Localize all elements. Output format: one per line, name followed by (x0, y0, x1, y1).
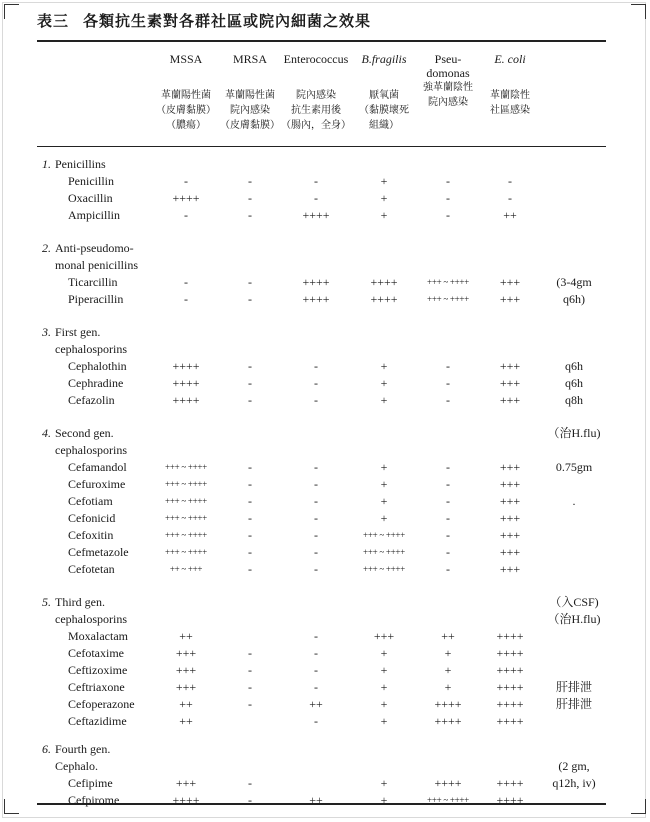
cell-entero: ++ (309, 697, 323, 711)
cell-mssa: +++ (175, 663, 197, 677)
group-label (42, 594, 105, 610)
cell-mrsa: - (248, 393, 252, 407)
cell-pseudo: + (444, 646, 452, 660)
group-title: Penicillins (55, 157, 106, 171)
dosage-note: 0.75gm (555, 460, 593, 474)
cell-entero: - (314, 511, 318, 525)
group-label (42, 425, 114, 441)
cell-mssa: ++ (179, 714, 193, 728)
cell-bfrag: + (380, 793, 388, 807)
group-subtitle-row (0, 611, 650, 627)
cell-pseudo: - (446, 191, 450, 205)
drug-name: Ceftriaxone (68, 680, 125, 694)
cell-bfrag: + (380, 191, 388, 205)
cell-bfrag: + (380, 208, 388, 222)
cell-mrsa: - (248, 646, 252, 660)
group-label: cephalosporins (55, 443, 127, 457)
cell-mrsa: - (248, 460, 252, 474)
cell-entero: - (314, 562, 318, 576)
drug-row (0, 392, 650, 408)
dosage-note: q12h, iv) (552, 776, 596, 790)
group-row (0, 324, 650, 340)
cell-entero: - (314, 191, 318, 205)
drug-row (0, 544, 650, 560)
drug-name: Moxalactam (68, 629, 128, 643)
column-desc-ecoli (470, 88, 550, 118)
cell-mssa: ++++ (172, 191, 200, 205)
cell-pseudo: ++++ (434, 697, 462, 711)
drug-name: Cefazolin (68, 393, 115, 407)
cell-mssa: - (184, 275, 188, 289)
drug-name: Cephradine (68, 376, 124, 390)
cell-mrsa: - (248, 528, 252, 542)
group-number: 3. (42, 325, 51, 339)
dosage-note: 肝排泄 (555, 697, 592, 711)
column-desc-line: （膿瘍） (166, 120, 206, 131)
cell-bfrag: + (380, 494, 388, 508)
cell-mssa: ++ ~ +++ (169, 564, 203, 574)
cell-mrsa: - (248, 359, 252, 373)
cell-mssa: +++ (175, 776, 197, 790)
drug-name: Cefpirome (68, 793, 120, 807)
cell-mrsa: - (248, 477, 252, 491)
cell-pseudo: - (446, 359, 450, 373)
cell-ecoli: ++++ (496, 629, 524, 643)
drug-row (0, 291, 650, 307)
cell-pseudo: - (446, 208, 450, 222)
drug-row (0, 645, 650, 661)
column-desc-line: 革蘭陽性菌 (225, 90, 275, 101)
drug-row (0, 510, 650, 526)
cell-mrsa: - (248, 275, 252, 289)
cell-pseudo: - (446, 494, 450, 508)
cell-bfrag: + (380, 376, 388, 390)
cell-ecoli: +++ (499, 494, 521, 508)
cell-entero: - (314, 646, 318, 660)
dosage-note: （治H.flu) (547, 426, 601, 440)
cell-bfrag: +++ ~ ++++ (363, 547, 405, 557)
cell-mrsa: - (248, 376, 252, 390)
drug-row (0, 527, 650, 543)
cell-ecoli: +++ (499, 477, 521, 491)
drug-name: Cefotaxime (68, 646, 124, 660)
drug-row (0, 662, 650, 678)
drug-row (0, 696, 650, 712)
cell-bfrag: + (380, 174, 388, 188)
cell-bfrag: + (380, 680, 388, 694)
drug-name: Cefotetan (68, 562, 115, 576)
cell-bfrag: + (380, 776, 388, 790)
cell-mrsa: - (248, 208, 252, 222)
cell-mrsa: - (248, 697, 252, 711)
cell-ecoli: +++ (499, 511, 521, 525)
cell-ecoli: ++++ (496, 776, 524, 790)
cell-pseudo: +++ ~ ++++ (427, 294, 469, 304)
drug-row (0, 561, 650, 577)
group-label (42, 324, 100, 340)
cell-mssa: ++++ (172, 393, 200, 407)
cell-mssa: +++ ~ ++++ (165, 462, 207, 472)
group-row (0, 156, 650, 172)
cell-ecoli: +++ (499, 528, 521, 542)
table-number: 表三 (37, 12, 70, 30)
group-row (0, 425, 650, 441)
drug-name: Cefonicid (68, 511, 116, 525)
table-caption: 各類抗生素對各群社區或院內細菌之效果 (83, 12, 372, 30)
group-label (42, 156, 106, 172)
drug-row (0, 274, 650, 290)
cell-entero: - (314, 477, 318, 491)
cell-mssa: - (184, 292, 188, 306)
cell-mrsa: - (248, 191, 252, 205)
cell-mssa: +++ ~ ++++ (165, 496, 207, 506)
cell-entero: - (314, 680, 318, 694)
cell-mrsa: - (248, 680, 252, 694)
cell-entero: - (314, 629, 318, 643)
column-desc-line: （皮膚黏膜） (156, 105, 216, 116)
column-desc-line: 院內感染 (296, 90, 336, 101)
cell-ecoli: ++++ (496, 714, 524, 728)
cell-ecoli: ++++ (496, 793, 524, 807)
group-subtitle-row (0, 257, 650, 273)
column-name-cont: domonas (426, 66, 470, 80)
column-desc-line: 院內感染 (428, 97, 468, 108)
cell-mrsa: - (248, 663, 252, 677)
drug-row (0, 375, 650, 391)
drug-name: Cephalothin (68, 359, 127, 373)
group-title: Anti-pseudomo- (55, 241, 134, 255)
dosage-note: q8h (565, 393, 583, 407)
group-label (42, 240, 134, 256)
cell-mrsa: - (248, 545, 252, 559)
drug-row (0, 358, 650, 374)
dosage-note: (2 gm, (558, 759, 590, 773)
dosage-note: q6h (565, 376, 583, 390)
cell-entero: - (314, 174, 318, 188)
cell-bfrag: ++++ (370, 292, 398, 306)
drug-name: Ampicillin (68, 208, 120, 222)
cell-pseudo: - (446, 376, 450, 390)
group-subtitle-row (0, 758, 650, 774)
column-desc-line: 厭氧菌 (369, 90, 399, 101)
column-desc-line: 抗生素用後 (291, 105, 341, 116)
cell-ecoli: ++++ (496, 663, 524, 677)
cell-mssa: +++ ~ ++++ (165, 513, 207, 523)
drug-row (0, 775, 650, 791)
column-name: E. coli (494, 52, 526, 66)
cell-ecoli: +++ (499, 562, 521, 576)
group-number: 2. (42, 241, 51, 255)
group-row (0, 741, 650, 757)
column-name: B.fragilis (361, 52, 407, 66)
cell-entero: - (314, 393, 318, 407)
group-number: 6. (42, 742, 51, 756)
drug-row (0, 792, 650, 808)
drug-row (0, 679, 650, 695)
cell-entero: - (314, 714, 318, 728)
column-desc-line: （腸內，全身） (281, 120, 351, 131)
cell-pseudo: +++ ~ ++++ (427, 277, 469, 287)
cell-mrsa: - (248, 494, 252, 508)
cell-entero: - (314, 528, 318, 542)
dosage-note: （入CSF) (549, 595, 599, 609)
group-subtitle-row (0, 442, 650, 458)
group-number: 4. (42, 426, 51, 440)
cell-ecoli: +++ (499, 275, 521, 289)
cell-mssa: +++ (175, 646, 197, 660)
crop-mark-top-right (631, 4, 646, 19)
drug-name: Cefoperazone (68, 697, 135, 711)
group-label: cephalosporins (55, 342, 127, 356)
column-desc-line: （皮膚黏膜） (220, 120, 280, 131)
column-name: MRSA (232, 52, 267, 66)
cell-entero: ++++ (302, 208, 330, 222)
drug-row (0, 459, 650, 475)
cell-pseudo: + (444, 663, 452, 677)
drug-row (0, 207, 650, 223)
dosage-note: q6h) (563, 292, 585, 306)
group-label: monal penicillins (55, 258, 138, 272)
cell-ecoli: +++ (499, 545, 521, 559)
cell-bfrag: + (380, 359, 388, 373)
group-label: cephalosporins (55, 612, 127, 626)
column-name: MSSA (169, 52, 203, 66)
cell-mrsa: - (248, 562, 252, 576)
cell-mrsa: - (248, 174, 252, 188)
cell-entero: - (314, 545, 318, 559)
dosage-note: 肝排泄 (555, 680, 592, 694)
cell-pseudo: - (446, 545, 450, 559)
column-name: Enterococcus (283, 52, 349, 66)
cell-entero: ++++ (302, 275, 330, 289)
cell-entero: - (314, 359, 318, 373)
cell-pseudo: - (446, 511, 450, 525)
cell-ecoli: - (508, 191, 512, 205)
cell-pseudo: ++++ (434, 776, 462, 790)
column-header-ecoli (470, 52, 550, 66)
cell-mssa: ++++ (172, 376, 200, 390)
cell-ecoli: +++ (499, 359, 521, 373)
header-rule (37, 146, 606, 147)
column-desc-line: 社區感染 (490, 105, 530, 116)
crop-mark-top-left (4, 4, 19, 19)
cell-bfrag: + (380, 663, 388, 677)
drug-name: Ticarcillin (68, 275, 118, 289)
dosage-note: . (572, 494, 576, 508)
cell-pseudo: - (446, 393, 450, 407)
cell-entero: - (314, 376, 318, 390)
cell-ecoli: +++ (499, 393, 521, 407)
drug-row (0, 190, 650, 206)
cell-ecoli: ++++ (496, 646, 524, 660)
cell-entero: - (314, 663, 318, 677)
cell-pseudo: - (446, 174, 450, 188)
cell-bfrag: +++ ~ ++++ (363, 530, 405, 540)
cell-bfrag: +++ ~ ++++ (363, 564, 405, 574)
cell-pseudo: ++ (441, 629, 455, 643)
cell-bfrag: + (380, 477, 388, 491)
cell-bfrag: + (380, 460, 388, 474)
column-desc-line: （黏膜壞死 (359, 105, 409, 116)
column-desc-line: 強革蘭陰性 (423, 82, 473, 93)
cell-ecoli: ++++ (496, 680, 524, 694)
cell-pseudo: ++++ (434, 714, 462, 728)
cell-mssa: +++ (175, 680, 197, 694)
group-label: Cephalo. (55, 759, 98, 773)
cell-bfrag: + (380, 697, 388, 711)
cell-ecoli: ++++ (496, 697, 524, 711)
group-row (0, 594, 650, 610)
cell-pseudo: - (446, 528, 450, 542)
column-name: Pseu- (434, 52, 462, 66)
drug-name: Oxacillin (68, 191, 113, 205)
drug-name: Cefotiam (68, 494, 113, 508)
cell-mssa: ++++ (172, 793, 200, 807)
drug-row (0, 628, 650, 644)
drug-name: Cefuroxime (68, 477, 126, 491)
top-rule (37, 40, 606, 42)
dosage-note: q6h (565, 359, 583, 373)
cell-mssa: ++ (179, 697, 193, 711)
group-number: 5. (42, 595, 51, 609)
dosage-note: （治H.flu) (547, 612, 601, 626)
cell-ecoli: +++ (499, 460, 521, 474)
cell-pseudo: - (446, 562, 450, 576)
cell-pseudo: - (446, 477, 450, 491)
cell-entero: ++++ (302, 292, 330, 306)
cell-entero: - (314, 494, 318, 508)
cell-pseudo: - (446, 460, 450, 474)
cell-entero: - (314, 460, 318, 474)
cell-ecoli: - (508, 174, 512, 188)
drug-row (0, 713, 650, 729)
cell-bfrag: +++ (373, 629, 395, 643)
drug-name: Ceftizoxime (68, 663, 128, 677)
group-subtitle-row (0, 341, 650, 357)
drug-row (0, 476, 650, 492)
cell-mrsa: - (248, 776, 252, 790)
cell-bfrag: + (380, 511, 388, 525)
cell-mrsa: - (248, 292, 252, 306)
cell-entero: ++ (309, 793, 323, 807)
group-number: 1. (42, 157, 51, 171)
drug-row (0, 493, 650, 509)
cell-mssa: +++ ~ ++++ (165, 547, 207, 557)
cell-bfrag: + (380, 714, 388, 728)
cell-pseudo: + (444, 680, 452, 694)
drug-name: Cefoxitin (68, 528, 114, 542)
cell-ecoli: ++ (503, 208, 517, 222)
column-desc-line: 組織） (369, 120, 399, 131)
drug-name: Penicillin (68, 174, 114, 188)
drug-name: Cefamandol (68, 460, 127, 474)
drug-name: Ceftazidime (68, 714, 127, 728)
cell-mssa: ++++ (172, 359, 200, 373)
table-title (37, 10, 371, 31)
cell-pseudo: +++ ~ ++++ (427, 795, 469, 805)
cell-bfrag: + (380, 393, 388, 407)
group-title: First gen. (55, 325, 101, 339)
dosage-note: (3-4gm (556, 275, 592, 289)
column-desc-line: 革蘭陽性菌 (161, 90, 211, 101)
drug-row (0, 173, 650, 189)
cell-bfrag: ++++ (370, 275, 398, 289)
group-title: Fourth gen. (55, 742, 111, 756)
group-title: Third gen. (55, 595, 105, 609)
cell-mssa: - (184, 174, 188, 188)
group-row (0, 240, 650, 256)
cell-ecoli: +++ (499, 376, 521, 390)
cell-mrsa: - (248, 511, 252, 525)
drug-name: Cefmetazole (68, 545, 129, 559)
cell-ecoli: +++ (499, 292, 521, 306)
drug-name: Cefipime (68, 776, 113, 790)
cell-mssa: - (184, 208, 188, 222)
group-label (42, 741, 110, 757)
cell-mssa: +++ ~ ++++ (165, 479, 207, 489)
drug-name: Piperacillin (68, 292, 124, 306)
cell-mrsa: - (248, 793, 252, 807)
cell-mssa: +++ ~ ++++ (165, 530, 207, 540)
cell-mssa: ++ (179, 629, 193, 643)
column-desc-line: 革蘭陰性 (490, 90, 530, 101)
cell-bfrag: + (380, 646, 388, 660)
column-desc-line: 院內感染 (230, 105, 270, 116)
group-title: Second gen. (55, 426, 114, 440)
